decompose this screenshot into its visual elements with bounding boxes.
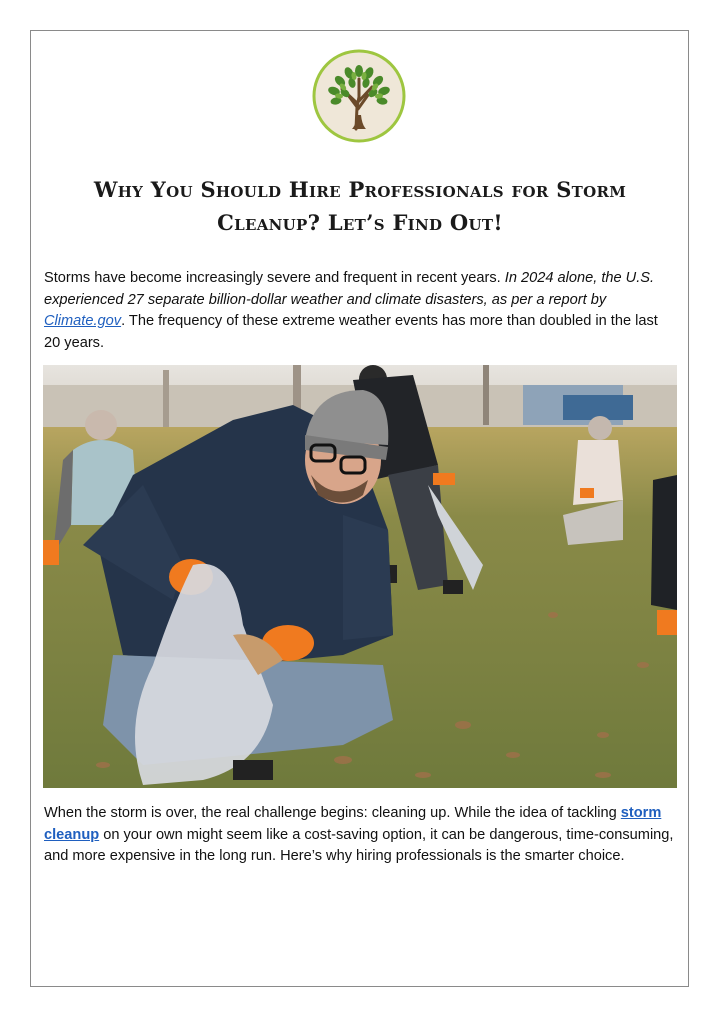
body-text: When the storm is over, the real challenge begins: cleaning up. While the idea of tackling [44, 805, 621, 821]
intro-paragraph [44, 268, 676, 354]
intro-text-after: . The frequency of these extreme weather events has more than doubled in the last 20 years. [44, 313, 658, 351]
climate-gov-link[interactable]: Climate.gov [44, 313, 122, 329]
body-paragraph [44, 803, 676, 868]
intro-text: Storms have become increasingly severe and frequent in recent years. [44, 270, 505, 286]
title-line-1: Why You Should Hire Professionals for Storm [93, 177, 627, 202]
body-text-after: on your own might seem like a cost-saving option, it can be dangerous, time-consuming, and more expensive in the long run. Here’s why hiring professionals is the smarter choice. [44, 826, 674, 864]
page-title [52, 173, 668, 239]
intro-italic-text: In 2024 alone, the U.S. experienced 27 separate billion-dollar weather and climate disasters, as per a report by [44, 270, 655, 308]
title-line-2: Cleanup? Let’s Find Out! [217, 210, 503, 235]
volunteers-cleanup-photo [43, 365, 677, 788]
storm-cleanup-link[interactable]: storm cleanup [44, 805, 662, 843]
tree-logo-icon [312, 49, 406, 143]
